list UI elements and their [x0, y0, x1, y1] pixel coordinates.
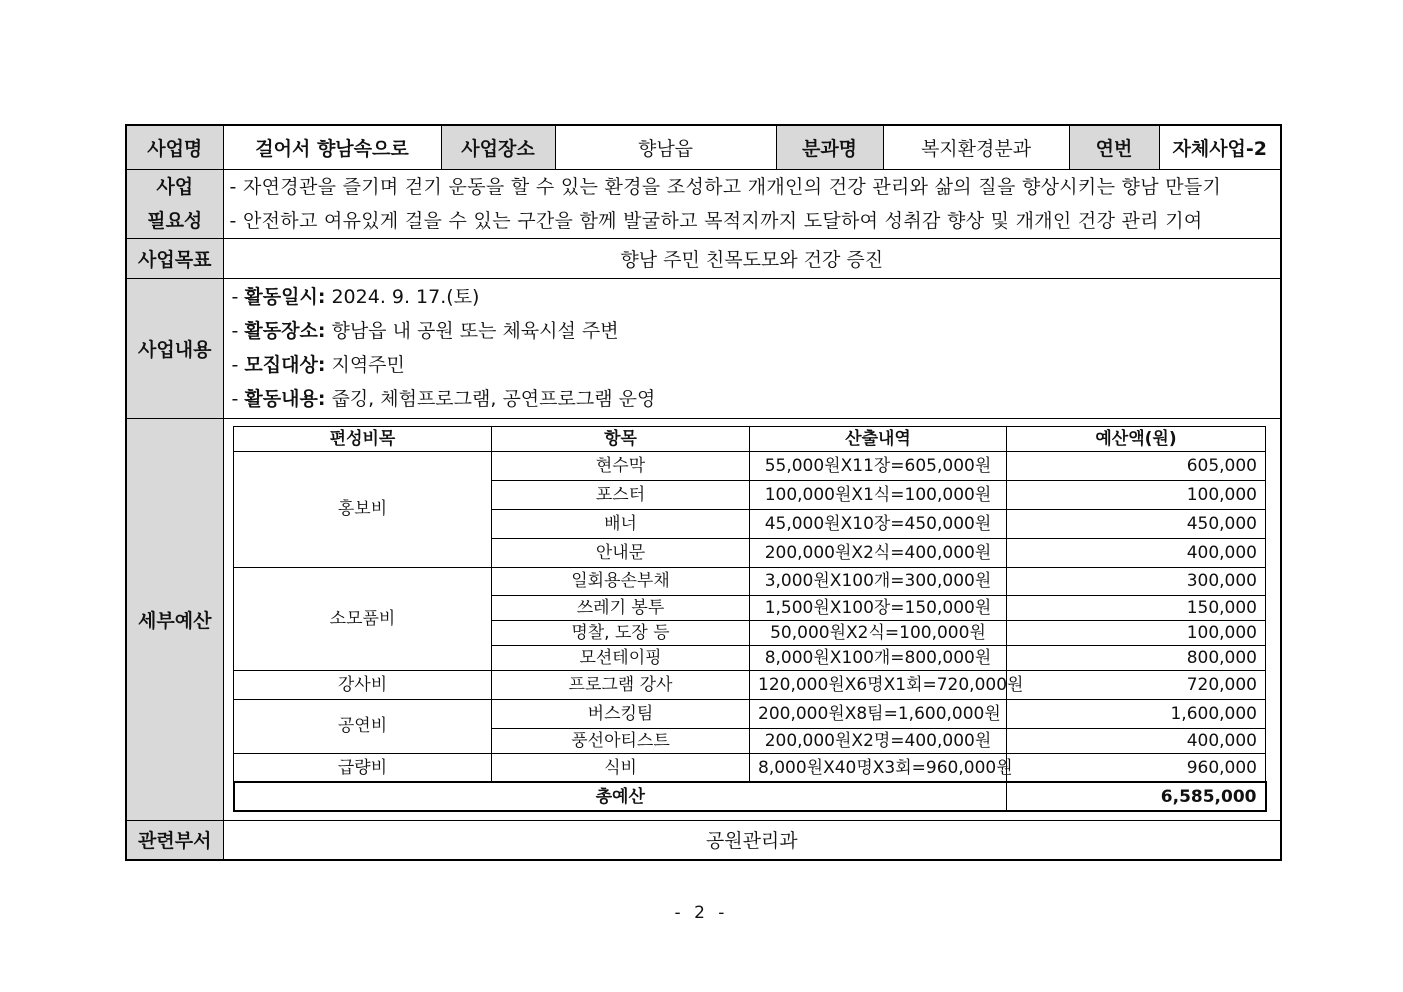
need-line: - 안전하고 여유있게 걸을 수 있는 구간을 함께 발굴하고 목적지까지 도달하여 성취감 향상 및 개개인 건강 관리 기여: [229, 209, 1203, 232]
need-line: - 자연경관을 즐기며 걷기 운동을 할 수 있는 환경을 조성하고 개개인의 건강 관리와 삶의 질을 향상시키는 향남 만들기: [229, 175, 1222, 198]
content-row: [126, 278, 1281, 418]
budget-item: 명찰, 도장 등: [492, 620, 750, 645]
related-row: [126, 820, 1281, 860]
budget-row: [234, 753, 1266, 782]
goal-row: [126, 238, 1281, 278]
goal-value: 향남 주민 친목도모와 건강 증진: [223, 238, 1281, 278]
dept-value: 복지환경분과: [883, 125, 1069, 169]
related-label: 관련부서: [126, 820, 223, 860]
budget-header: 편성비목: [234, 426, 492, 451]
budget-table: [233, 426, 1267, 813]
budget-cell: [223, 418, 1281, 820]
budget-calc: 45,000원X10장=450,000원: [750, 509, 1007, 538]
need-row: [126, 169, 1281, 238]
budget-calc: 8,000원X100개=800,000원: [750, 645, 1007, 670]
place-label: 사업장소: [441, 125, 555, 169]
place-value: 향남읍: [555, 125, 776, 169]
budget-amount: 720,000: [1007, 670, 1266, 699]
budget-header-row: [234, 426, 1266, 451]
budget-row: [234, 567, 1266, 595]
content-list: [223, 278, 1281, 418]
budget-amount: 450,000: [1007, 509, 1266, 538]
budget-item: 일회용손부채: [492, 567, 750, 595]
budget-label: 세부예산: [126, 418, 223, 820]
content-item: - 활동내용: 줍깅, 체험프로그램, 공연프로그램 운영: [231, 388, 656, 410]
budget-header: 산출내역: [750, 426, 1007, 451]
content-item: - 활동일시: 2024. 9. 17.(토): [231, 286, 480, 308]
budget-amount: 800,000: [1007, 645, 1266, 670]
budget-item: 쓰레기 봉투: [492, 595, 750, 620]
budget-category: 홍보비: [234, 451, 492, 567]
budget-total-row: [234, 782, 1266, 811]
no-value: 자체사업-2: [1159, 125, 1281, 169]
budget-amount: 150,000: [1007, 595, 1266, 620]
budget-row: [234, 670, 1266, 699]
budget-calc: 120,000원X6명X1회=720,000원: [750, 670, 1007, 699]
need-content: [223, 169, 1281, 238]
budget-category: 급량비: [234, 753, 492, 782]
content-item: - 모집대상: 지역주민: [231, 354, 405, 376]
name-value: 걸어서 향남속으로: [223, 125, 441, 169]
budget-row: [234, 451, 1266, 480]
content-label: 사업내용: [126, 278, 223, 418]
budget-total-label: 총예산: [234, 782, 1007, 811]
need-label: 사업 필요성: [126, 169, 223, 238]
budget-amount: 400,000: [1007, 728, 1266, 753]
budget-item: 풍선아티스트: [492, 728, 750, 753]
budget-row: [234, 699, 1266, 728]
budget-category: 소모품비: [234, 567, 492, 670]
budget-amount: 960,000: [1007, 753, 1266, 782]
budget-item: 포스터: [492, 480, 750, 509]
budget-amount: 605,000: [1007, 451, 1266, 480]
budget-amount: 100,000: [1007, 480, 1266, 509]
budget-item: 모션테이핑: [492, 645, 750, 670]
budget-calc: 50,000원X2식=100,000원: [750, 620, 1007, 645]
budget-calc: 200,000원X2식=400,000원: [750, 538, 1007, 567]
no-label: 연번: [1069, 125, 1159, 169]
budget-calc: 200,000원X8팀=1,600,000원: [750, 699, 1007, 728]
budget-calc: 100,000원X1식=100,000원: [750, 480, 1007, 509]
budget-header: 예산액(원): [1007, 426, 1266, 451]
budget-item: 프로그램 강사: [492, 670, 750, 699]
budget-calc: 55,000원X11장=605,000원: [750, 451, 1007, 480]
budget-amount: 300,000: [1007, 567, 1266, 595]
budget-calc: 3,000원X100개=300,000원: [750, 567, 1007, 595]
budget-item: 현수막: [492, 451, 750, 480]
header-row: [126, 125, 1281, 169]
budget-item: 안내문: [492, 538, 750, 567]
related-value: 공원관리과: [223, 820, 1281, 860]
name-label: 사업명: [126, 125, 223, 169]
dept-label: 분과명: [776, 125, 883, 169]
budget-item: 버스킹팀: [492, 699, 750, 728]
budget-calc: 1,500원X100장=150,000원: [750, 595, 1007, 620]
budget-category: 공연비: [234, 699, 492, 753]
budget-category: 강사비: [234, 670, 492, 699]
budget-row: [126, 418, 1281, 820]
budget-item: 식비: [492, 753, 750, 782]
budget-amount: 100,000: [1007, 620, 1266, 645]
budget-calc: 200,000원X2명=400,000원: [750, 728, 1007, 753]
budget-amount: 1,600,000: [1007, 699, 1266, 728]
budget-header: 항목: [492, 426, 750, 451]
project-table: [125, 124, 1282, 861]
project-sheet: [125, 124, 1280, 861]
page-number: - 2 -: [674, 903, 729, 923]
budget-calc: 8,000원X40명X3회=960,000원: [750, 753, 1007, 782]
goal-label: 사업목표: [126, 238, 223, 278]
content-item: - 활동장소: 향남읍 내 공원 또는 체육시설 주변: [231, 320, 619, 342]
budget-total-value: 6,585,000: [1007, 782, 1266, 811]
budget-item: 배너: [492, 509, 750, 538]
budget-amount: 400,000: [1007, 538, 1266, 567]
